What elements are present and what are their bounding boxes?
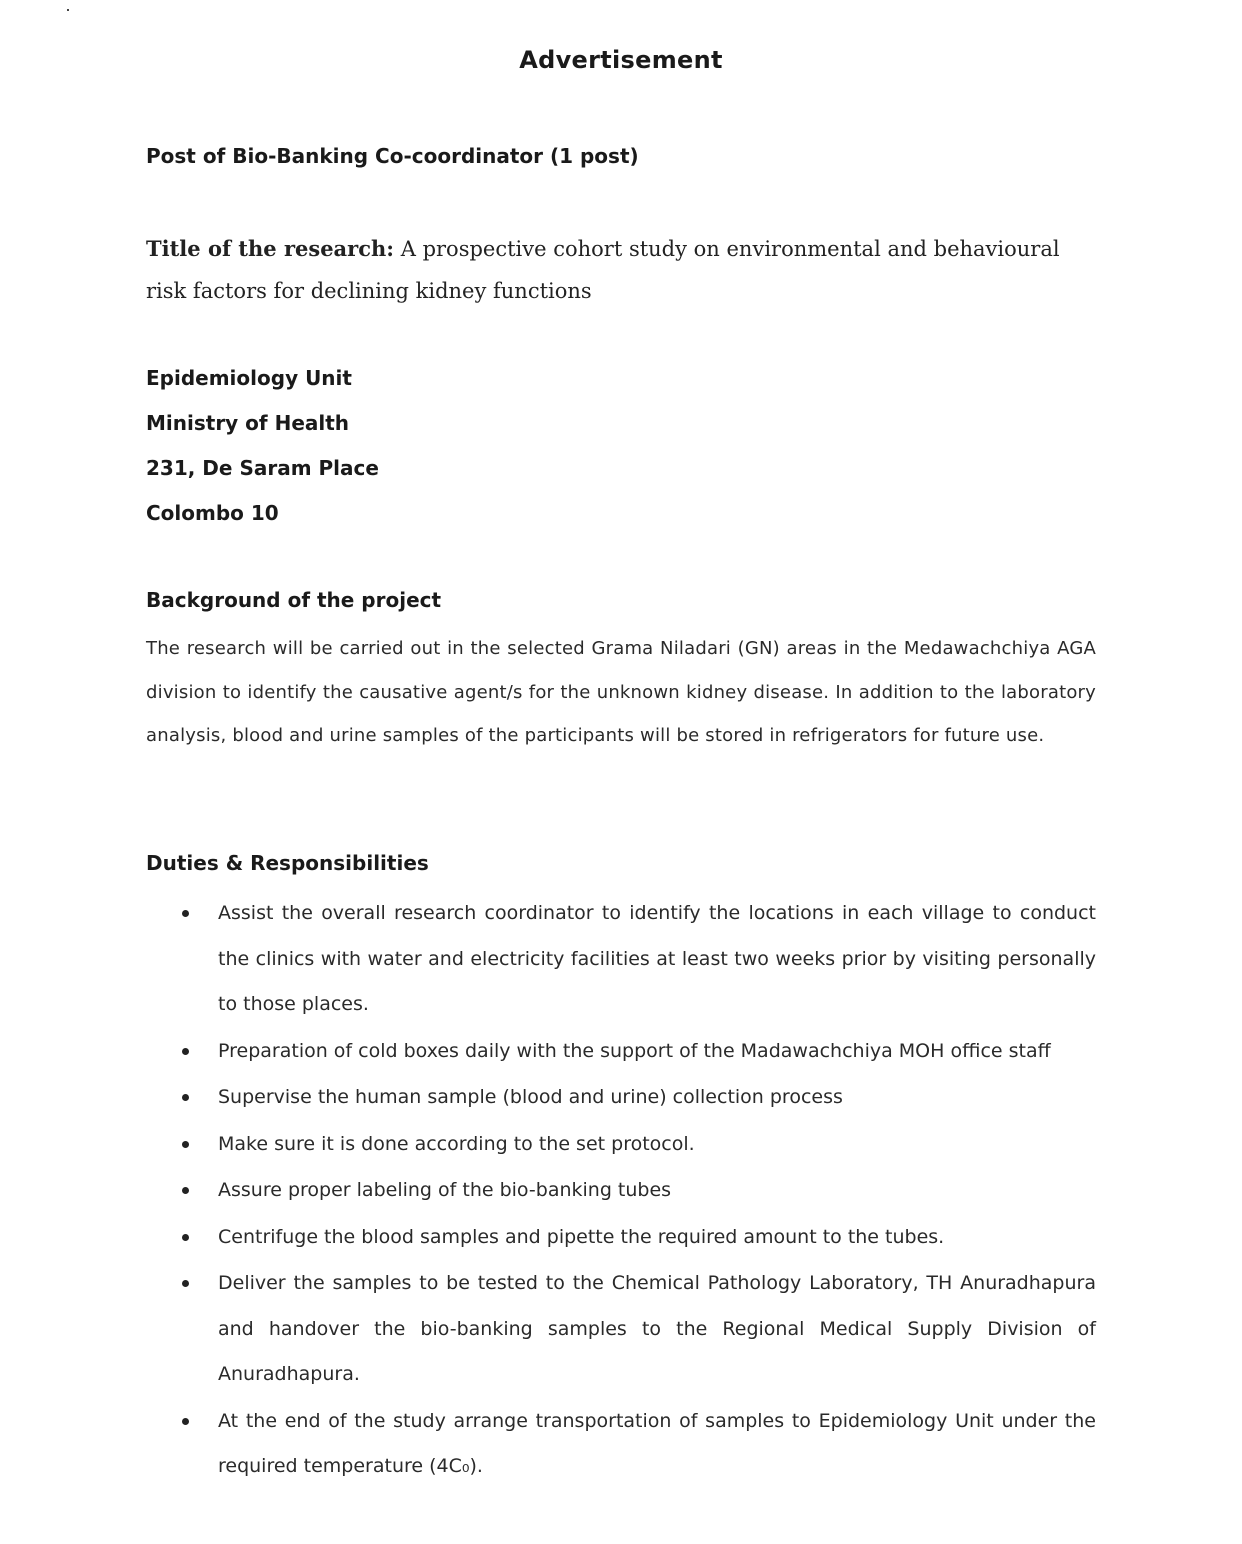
bullet-icon [182,1141,189,1148]
background-paragraph: The research will be carried out in the selected Grama Niladari (GN) areas in the Medawachchiya AGA division to identify the causative agent/s for the unknown kidney disease. In addition to the laboratory analysis, blood and urine samples of the participants will be stored in refrigerators for future use. [146,638,1096,746]
list-item [146,1215,1096,1261]
bullet-icon [182,1418,189,1425]
bullet-icon [182,1234,189,1241]
research-title-label: Title of the research: [146,236,395,261]
duty-text: Assure proper labeling of the bio-banking tubes [218,1179,672,1201]
address-line: Ministry of Health [146,411,350,435]
duty-text: Deliver the samples to be tested to the Chemical Pathology Laboratory, TH Anuradhapura and handover the bio-banking samples to the Regional Medical Supply Division of Anuradhapura. [218,1272,1096,1385]
duty-text: Centrifuge the blood samples and pipette the required amount to the tubes. [218,1225,945,1248]
list-item [146,1029,1096,1075]
address-line: 231, De Saram Place [146,456,379,480]
list-item [146,891,1096,1028]
research-title-text: A prospective cohort study on environmental and behavioural risk factors for declining kidney functions [146,237,1060,303]
bullet-icon [182,1187,189,1194]
background-heading: Background of the project [146,588,442,612]
duty-text: Preparation of cold boxes daily with the support of the Madawachchiya MOH office staff [218,1039,1051,1062]
bullet-icon [182,1280,189,1287]
duty-text: At the end of the study arrange transportation of samples to Epidemiology Unit under the required temperature (4C₀). [218,1409,1096,1477]
address-line: Colombo 10 [146,501,279,525]
list-item [146,1122,1096,1168]
list-item [146,1261,1096,1398]
duty-text: Assist the overall research coordinator to identify the locations in each village to conduct the clinics with water and electricity facilities at least two weeks prior by visiting personally to those places. [218,902,1096,1015]
address-line: Epidemiology Unit [146,366,352,390]
scan-speck [67,9,69,11]
research-title-paragraph [146,228,1096,312]
duties-heading: Duties & Responsibilities [146,851,429,875]
duties-list [146,891,1096,1491]
bullet-icon [182,1094,189,1101]
bullet-icon [182,1048,189,1055]
post-heading: Post of Bio-Banking Co-coordinator (1 post) [146,144,639,168]
duty-text: Make sure it is done according to the set protocol. [218,1132,695,1155]
address-block [146,360,379,540]
bullet-icon [182,910,189,917]
document-title: Advertisement [519,46,723,74]
duty-text: Supervise the human sample (blood and urine) collection process [218,1086,843,1108]
list-item [146,1168,1096,1214]
list-item [146,1399,1096,1490]
list-item [146,1075,1096,1121]
